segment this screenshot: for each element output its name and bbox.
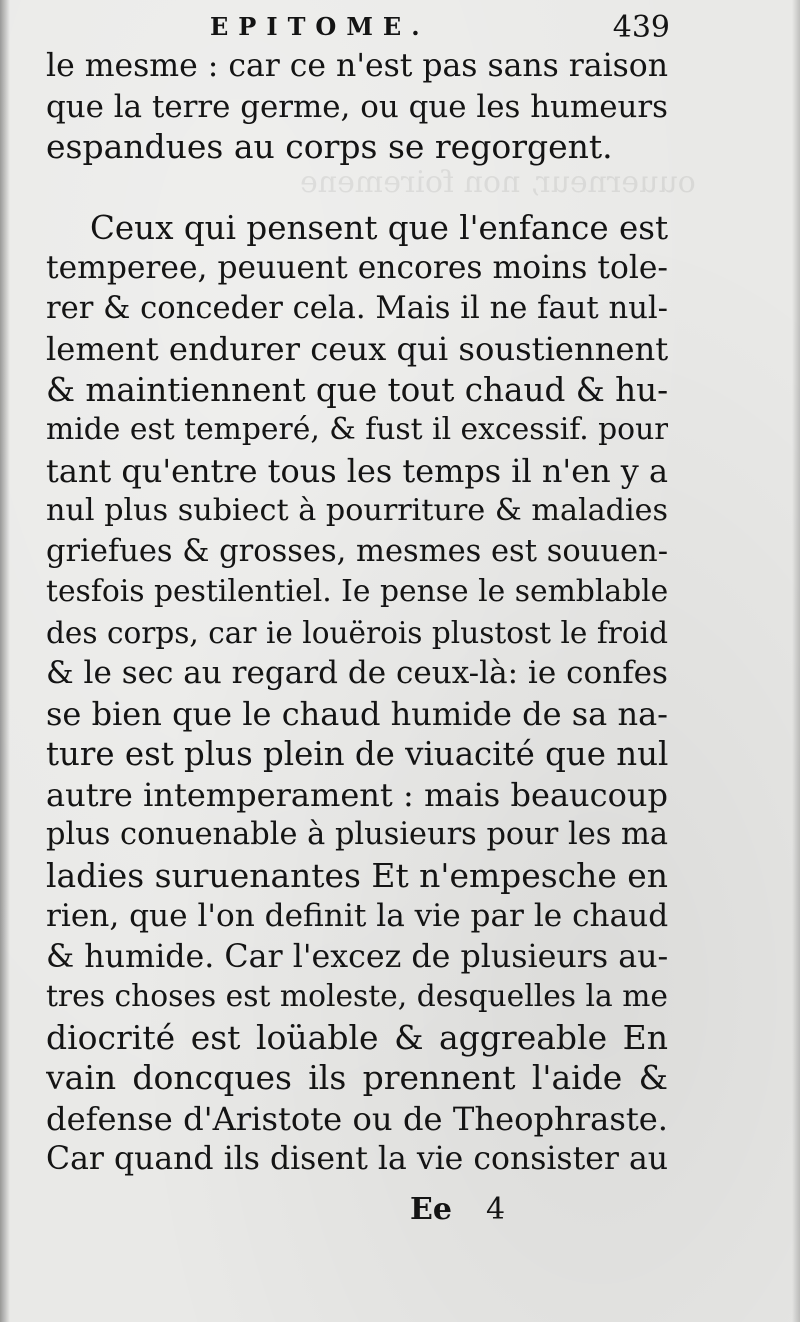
text-line: temperee, peuuent encores moins tole- xyxy=(46,250,668,286)
text-line: plus conuenable à plusieurs pour les ma xyxy=(46,817,668,852)
show-through-text: ouuerneur, non foiremene xyxy=(300,165,696,200)
text-line: que la terre germe, ou que les humeurs xyxy=(46,88,668,125)
paragraph-2 xyxy=(46,208,668,1180)
signature-number: 4 xyxy=(486,1192,506,1227)
text-line: espandues au corps se regorgent. xyxy=(46,127,613,166)
text-line: Car quand ils disent la vie consister au xyxy=(46,1141,668,1177)
page-number: 439 xyxy=(612,10,670,45)
text-line: tesfois pestilentiel. Ie pense le semblable xyxy=(46,574,668,609)
paragraph-gap xyxy=(46,168,668,208)
text-line: griefues & grosses, mesmes est souuen- xyxy=(46,533,668,569)
text-line: tres choses est moleste, desquelles la me xyxy=(46,979,668,1014)
text-line: des corps, car ie louërois plustost le froid xyxy=(46,615,668,650)
page-header xyxy=(40,6,670,46)
text-line: lement endurer ceux qui soustiennent xyxy=(46,330,668,368)
page-shadow-left xyxy=(0,0,10,1322)
text-line: & maintiennent que tout chaud & hu- xyxy=(46,370,668,409)
text-line: vain doncques ils prennent l'aide & xyxy=(46,1058,668,1097)
text-line: mide est temperé, & fust il excessif. pour xyxy=(46,412,668,447)
running-head: EPITOME. xyxy=(210,12,430,41)
text-line: ture est plus plein de viuacité que nul xyxy=(46,735,668,773)
text-line: tant qu'entre tous les temps il n'en y a xyxy=(46,451,668,490)
signature-mark: Ee xyxy=(410,1192,452,1227)
text-line: & humide. Car l'excez de plusieurs au- xyxy=(46,938,668,975)
text-line: autre intemperament : mais beaucoup xyxy=(46,775,668,814)
text-line: ladies suruenantes Et n'empesche en xyxy=(46,855,668,895)
text-line: & le sec au regard de ceux-là: ie confes xyxy=(46,655,668,691)
text-line: defense d'Aristote ou de Theophraste. xyxy=(46,1099,668,1138)
text-line: nul plus subiect à pourriture & maladies xyxy=(46,493,668,528)
text-line: rer & conceder cela. Mais il ne faut nul- xyxy=(46,290,668,326)
page-footer xyxy=(400,1188,550,1232)
text-line: se bien que le chaud humide de sa na- xyxy=(46,694,668,733)
paragraph-1 xyxy=(46,46,668,168)
text-line: diocrité est loüable & aggreable En xyxy=(46,1017,668,1057)
text-line: rien, que l'on definit la vie par le chaud xyxy=(46,898,668,934)
body-text xyxy=(46,46,668,1180)
text-line: Ceux qui pensent que l'enfance est xyxy=(90,208,668,247)
page-shadow-right xyxy=(792,0,800,1322)
text-line: le mesme : car ce n'est pas sans raison xyxy=(46,48,668,84)
